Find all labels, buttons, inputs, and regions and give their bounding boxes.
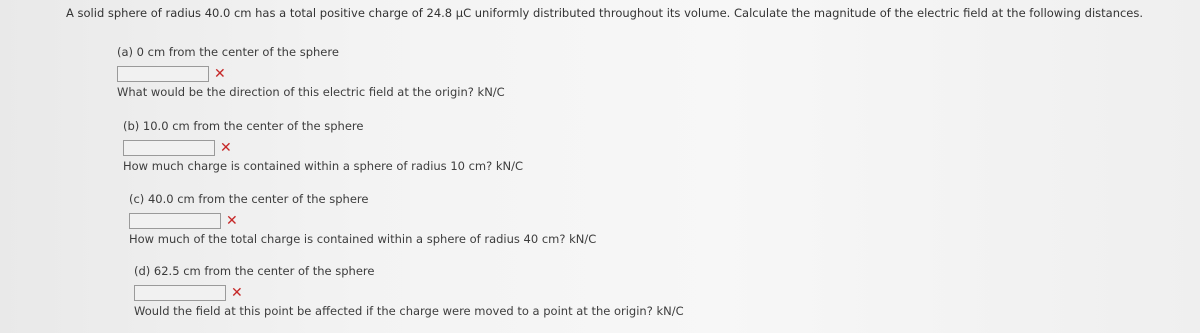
part-a-answer-row [117, 64, 505, 84]
part-b-label: (b) 10.0 cm from the center of the sphere [123, 119, 364, 133]
part-a-label: (a) 0 cm from the center of the sphere [117, 45, 339, 59]
part-d-label: (d) 62.5 cm from the center of the sphere [134, 264, 375, 278]
part-b [123, 119, 523, 173]
part-c-answer-input[interactable] [129, 213, 221, 229]
part-a [117, 45, 505, 99]
part-b-answer-input[interactable] [123, 140, 215, 156]
part-d-answer-input[interactable] [134, 285, 226, 301]
incorrect-x-icon: ✕ [214, 66, 226, 82]
incorrect-x-icon: ✕ [226, 213, 238, 229]
part-a-answer-input[interactable] [117, 66, 209, 82]
part-c-answer-row [129, 211, 596, 231]
problem-statement: A solid sphere of radius 40.0 cm has a total positive charge of 24.8 μC uniformly distributed throughout its volume. Calculate the magnitude of the electric field at the following distances. [66, 6, 1144, 20]
part-c-label: (c) 40.0 cm from the center of the sphere [129, 192, 369, 206]
part-d-hint: Would the field at this point be affected if the charge were moved to a point at the origin? kN/C [134, 304, 684, 318]
part-c-hint: How much of the total charge is contained within a sphere of radius 40 cm? kN/C [129, 232, 597, 246]
part-b-answer-row [123, 138, 523, 158]
part-b-hint: How much charge is contained within a sphere of radius 10 cm? kN/C [123, 159, 524, 173]
part-d-answer-row [134, 283, 684, 303]
part-a-hint: What would be the direction of this electric field at the origin? kN/C [117, 85, 505, 99]
part-d [134, 264, 684, 318]
incorrect-x-icon: ✕ [231, 285, 243, 301]
incorrect-x-icon: ✕ [220, 140, 232, 156]
part-c [129, 192, 596, 246]
